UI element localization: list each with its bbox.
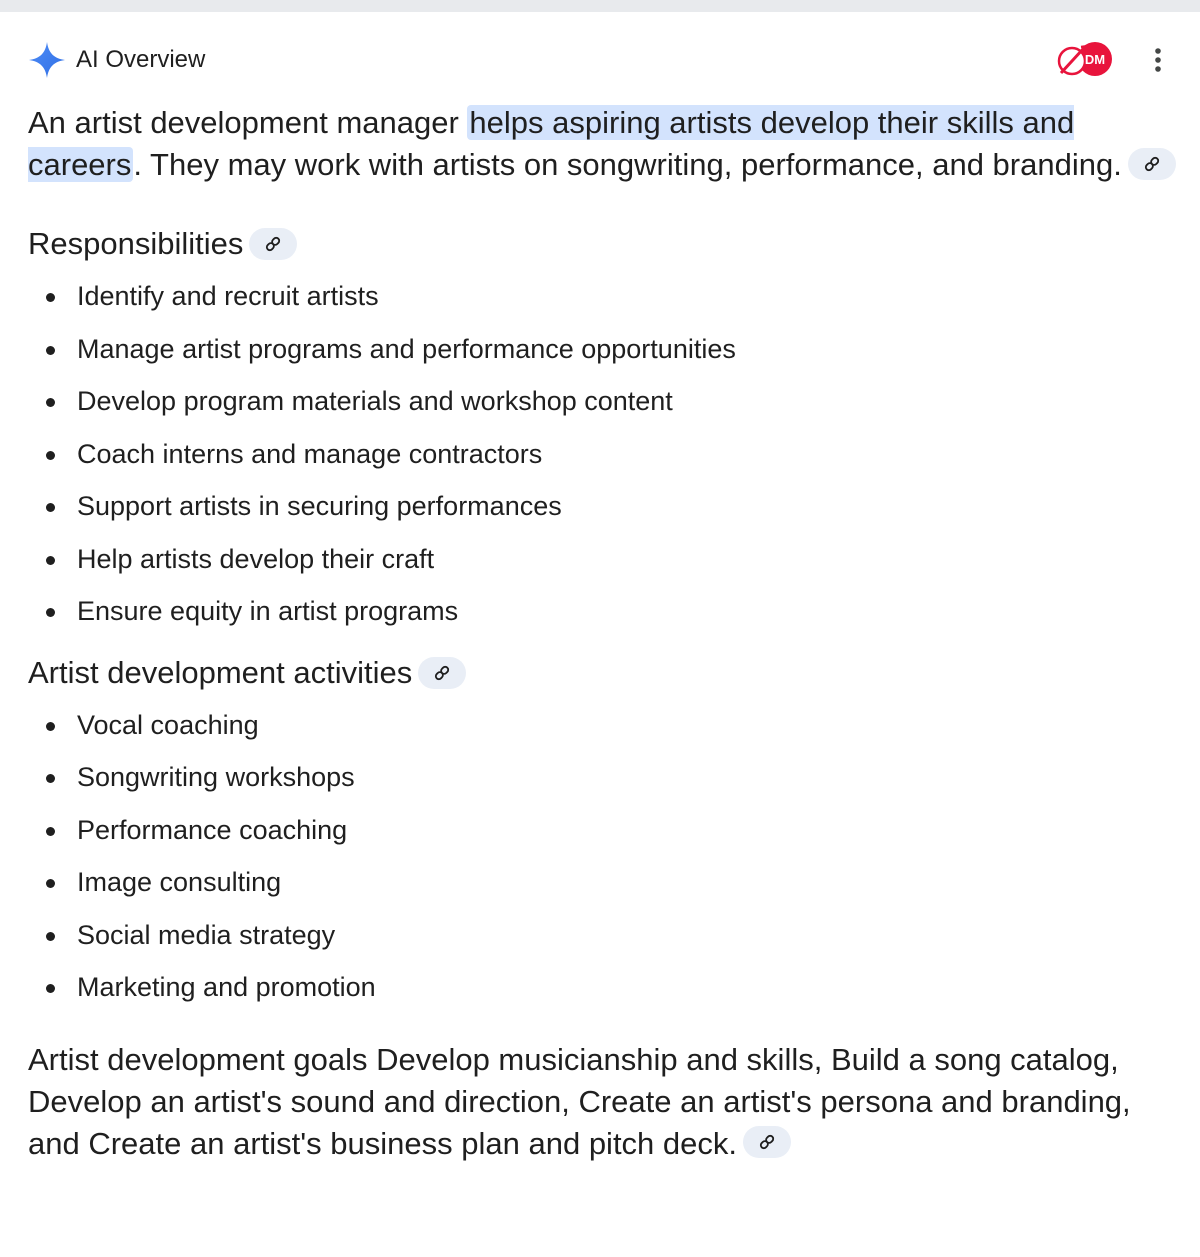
list-item: Performance coaching	[28, 804, 1178, 857]
header-title: AI Overview	[76, 46, 206, 73]
list-item: Develop program materials and workshop content	[28, 375, 1178, 428]
source-logo[interactable]	[1053, 40, 1115, 78]
list-item: Marketing and promotion	[28, 961, 1178, 1014]
link-icon	[758, 1133, 776, 1151]
responsibilities-title: Responsibilities	[28, 226, 244, 261]
list-item: Coach interns and manage contractors	[28, 428, 1178, 481]
list-item: Ensure equity in artist programs	[28, 585, 1178, 638]
list-item: Manage artist programs and performance opportunities	[28, 323, 1178, 376]
activities-heading	[28, 652, 1178, 694]
responsibilities-list	[28, 270, 1178, 638]
list-item: Songwriting workshops	[28, 751, 1178, 804]
goals-paragraph	[28, 1039, 1178, 1165]
goals-text: Artist development goals Develop musicianship and skills, Build a song catalog, Develop an artist's sound and direction, Create an artist's persona and branding, and Create an artist's business plan and pitch deck.	[28, 1041, 1131, 1161]
sparkle-icon	[28, 41, 66, 79]
intro-text-before: An artist development manager	[28, 105, 468, 140]
intro-text-after: . They may work with artists on songwriting, performance, and branding.	[133, 147, 1122, 182]
ai-overview-header	[28, 38, 205, 82]
list-item: Social media strategy	[28, 909, 1178, 962]
activities-title: Artist development activities	[28, 654, 413, 690]
responsibilities-heading	[28, 223, 1178, 265]
svg-text:DM: DM	[1084, 52, 1106, 67]
activities-list	[28, 699, 1178, 1014]
link-icon	[264, 235, 282, 253]
goals-link-chip[interactable]	[743, 1126, 791, 1158]
intro-highlight: helps aspiring artists develop their skills and careers	[28, 105, 1075, 182]
more-options-button[interactable]	[1140, 42, 1176, 78]
more-vert-icon	[1154, 47, 1162, 73]
source-link-chip[interactable]	[1128, 148, 1176, 180]
list-item: Help artists develop their craft	[28, 533, 1178, 586]
list-item: Support artists in securing performances	[28, 480, 1178, 533]
overview-content	[28, 102, 1178, 1165]
list-item: Vocal coaching	[28, 699, 1178, 752]
intro-paragraph	[28, 102, 1178, 186]
link-icon	[433, 664, 451, 682]
list-item: Image consulting	[28, 856, 1178, 909]
activities-link-chip[interactable]	[418, 657, 466, 689]
top-strip	[0, 0, 1200, 12]
link-icon	[1143, 155, 1161, 173]
list-item: Identify and recruit artists	[28, 270, 1178, 323]
responsibilities-link-chip[interactable]	[249, 228, 297, 260]
